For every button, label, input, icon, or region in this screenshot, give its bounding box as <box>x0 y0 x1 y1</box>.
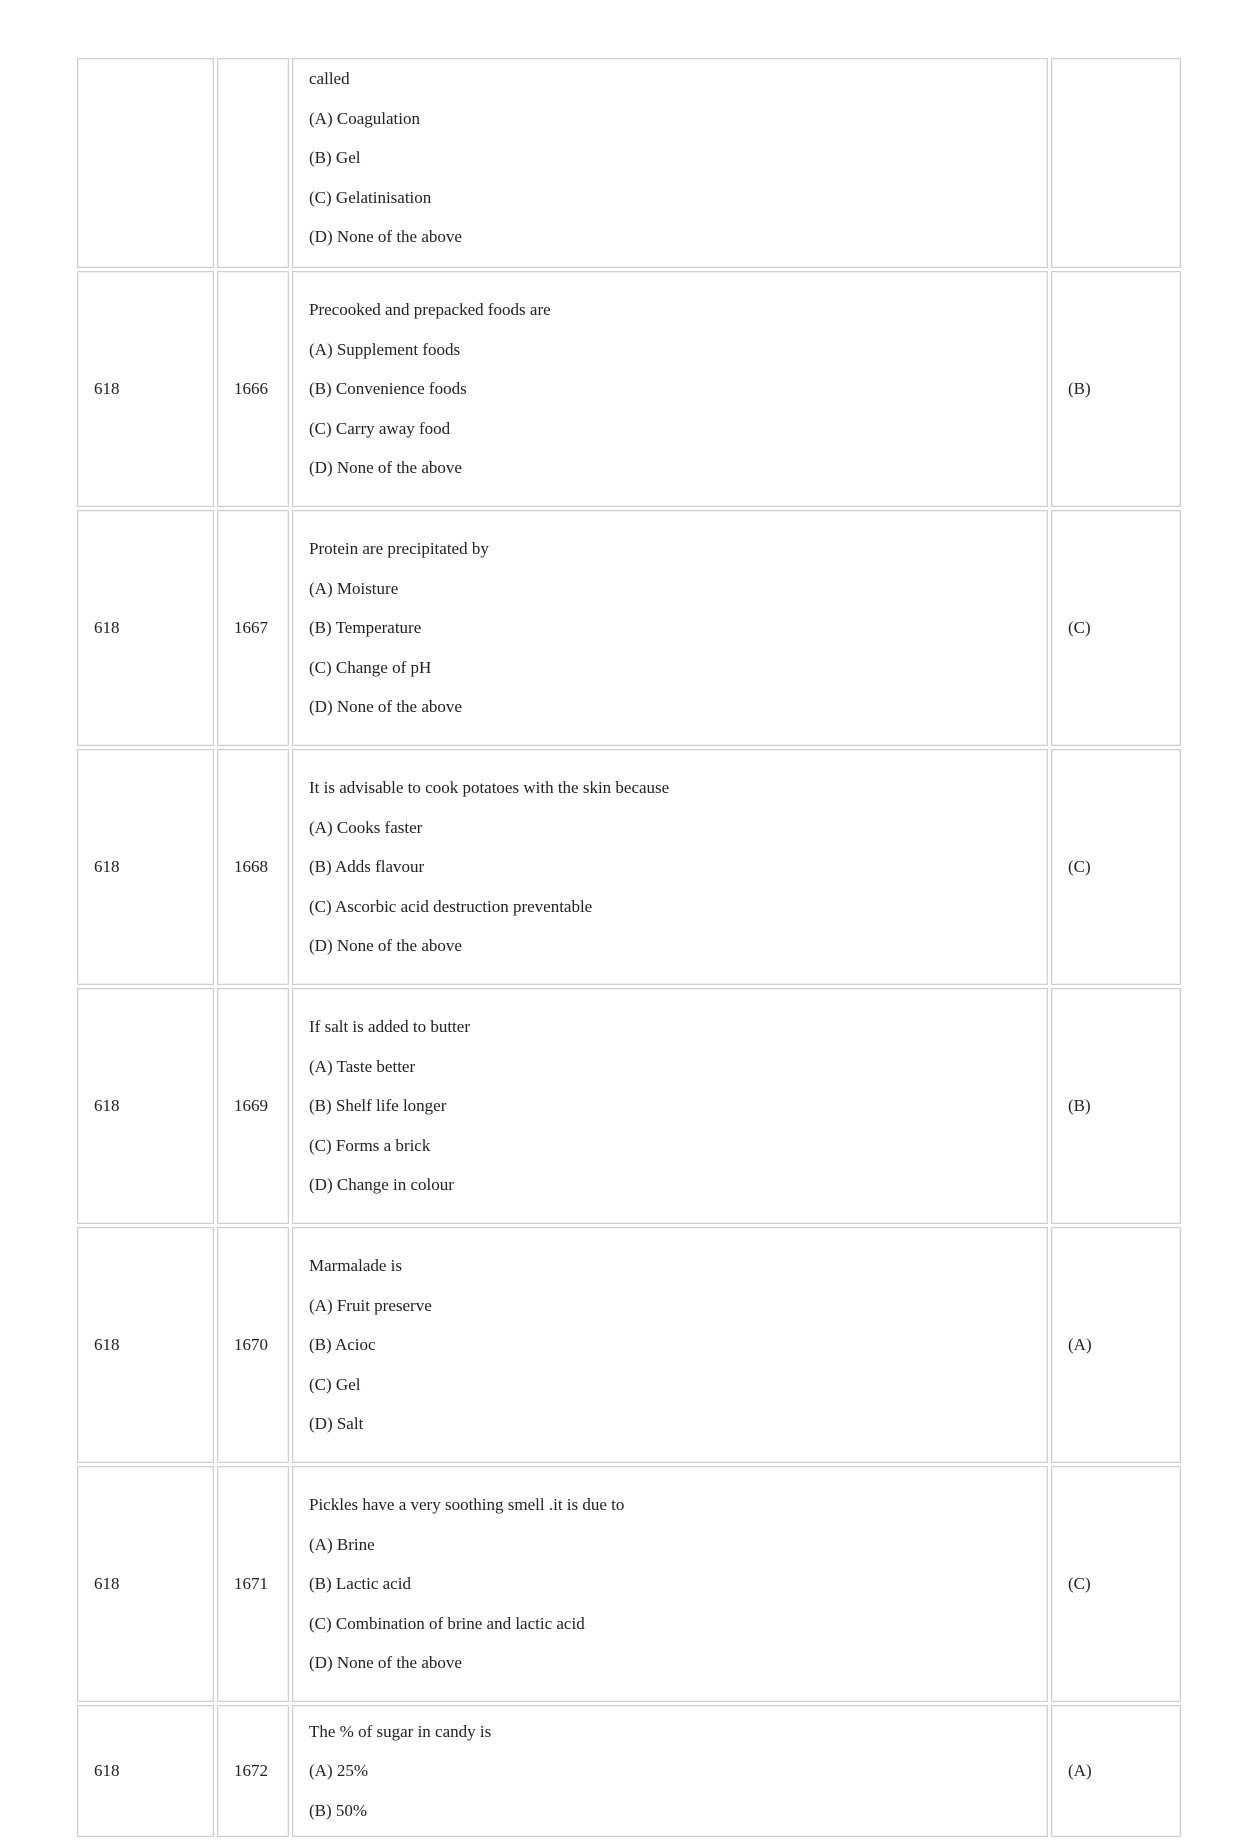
question-text: Protein are precipitated by <box>309 539 489 559</box>
question-number-cell: 1669 <box>217 988 289 1224</box>
option-text: (B) Convenience foods <box>309 379 467 399</box>
question-number-cell: 1667 <box>217 510 289 746</box>
answer-cell: (C) <box>1051 510 1181 746</box>
option-text: (B) Lactic acid <box>309 1574 411 1594</box>
question-cell <box>292 988 1048 1224</box>
question-text: If salt is added to butter <box>309 1017 470 1037</box>
answer-cell: (B) <box>1051 271 1181 507</box>
option-text: (A) Taste better <box>309 1056 416 1076</box>
option-text: (B) 50% <box>309 1800 368 1820</box>
question-cell <box>292 1466 1048 1702</box>
question-number-cell: 1668 <box>217 749 289 985</box>
question-cell <box>292 271 1048 507</box>
option-text: (B) Acioc <box>309 1335 376 1355</box>
question-cell <box>292 58 1048 268</box>
table-row <box>77 271 1181 507</box>
option-text: (D) None of the above <box>309 1653 462 1673</box>
question-text: Pickles have a very soothing smell .it is due to <box>309 1495 625 1515</box>
option-text: (B) Shelf life longer <box>309 1096 447 1116</box>
question-number-cell <box>217 58 289 268</box>
option-text: (A) Fruit preserve <box>309 1295 432 1315</box>
question-cell <box>292 510 1048 746</box>
option-text: (C) Carry away food <box>309 418 451 438</box>
option-text: (C) Ascorbic acid destruction preventable <box>309 896 593 916</box>
option-text: (C) Gelatinisation <box>309 187 432 207</box>
question-cell <box>292 1705 1048 1837</box>
paper-code-cell: 618 <box>77 1705 214 1837</box>
option-text: (A) Cooks faster <box>309 817 423 837</box>
question-text: Precooked and prepacked foods are <box>309 300 551 320</box>
table-row <box>77 1466 1181 1702</box>
option-text: (D) Change in colour <box>309 1175 454 1195</box>
table-row <box>77 1227 1181 1463</box>
question-table-body <box>77 58 1181 1837</box>
option-text: (A) Coagulation <box>309 108 420 128</box>
question-table-page <box>74 58 1170 1820</box>
option-text: (A) 25% <box>309 1761 369 1781</box>
paper-code-cell <box>77 58 214 268</box>
option-text: (B) Adds flavour <box>309 857 425 877</box>
paper-code-cell: 618 <box>77 510 214 746</box>
question-cell <box>292 1227 1048 1463</box>
option-text: (D) None of the above <box>309 458 462 478</box>
paper-code-cell: 618 <box>77 749 214 985</box>
paper-code-cell: 618 <box>77 1227 214 1463</box>
question-table <box>74 55 1184 1840</box>
question-text: Marmalade is <box>309 1256 402 1276</box>
answer-cell: (C) <box>1051 1466 1181 1702</box>
question-number-cell: 1670 <box>217 1227 289 1463</box>
option-text: (D) None of the above <box>309 227 462 247</box>
question-text: called <box>309 69 350 89</box>
table-row <box>77 510 1181 746</box>
option-text: (C) Combination of brine and lactic acid <box>309 1613 585 1633</box>
question-text: The % of sugar in candy is <box>309 1721 492 1741</box>
paper-code-cell: 618 <box>77 271 214 507</box>
answer-cell: (C) <box>1051 749 1181 985</box>
option-text: (C) Change of pH <box>309 657 432 677</box>
paper-code-cell: 618 <box>77 988 214 1224</box>
question-text: It is advisable to cook potatoes with the skin because <box>309 778 670 798</box>
answer-cell: (A) <box>1051 1227 1181 1463</box>
option-text: (A) Brine <box>309 1534 375 1554</box>
question-number-cell: 1672 <box>217 1705 289 1837</box>
option-text: (C) Forms a brick <box>309 1135 431 1155</box>
answer-cell: (A) <box>1051 1705 1181 1837</box>
table-row <box>77 988 1181 1224</box>
option-text: (B) Temperature <box>309 618 422 638</box>
answer-cell: (B) <box>1051 988 1181 1224</box>
option-text: (D) None of the above <box>309 697 462 717</box>
question-cell <box>292 749 1048 985</box>
paper-code-cell: 618 <box>77 1466 214 1702</box>
option-text: (A) Moisture <box>309 578 399 598</box>
table-row <box>77 58 1181 268</box>
option-text: (D) Salt <box>309 1414 364 1434</box>
question-number-cell: 1666 <box>217 271 289 507</box>
option-text: (A) Supplement foods <box>309 339 461 359</box>
question-number-cell: 1671 <box>217 1466 289 1702</box>
option-text: (B) Gel <box>309 148 361 168</box>
table-row <box>77 749 1181 985</box>
table-row <box>77 1705 1181 1837</box>
option-text: (D) None of the above <box>309 936 462 956</box>
option-text: (C) Gel <box>309 1374 361 1394</box>
answer-cell <box>1051 58 1181 268</box>
